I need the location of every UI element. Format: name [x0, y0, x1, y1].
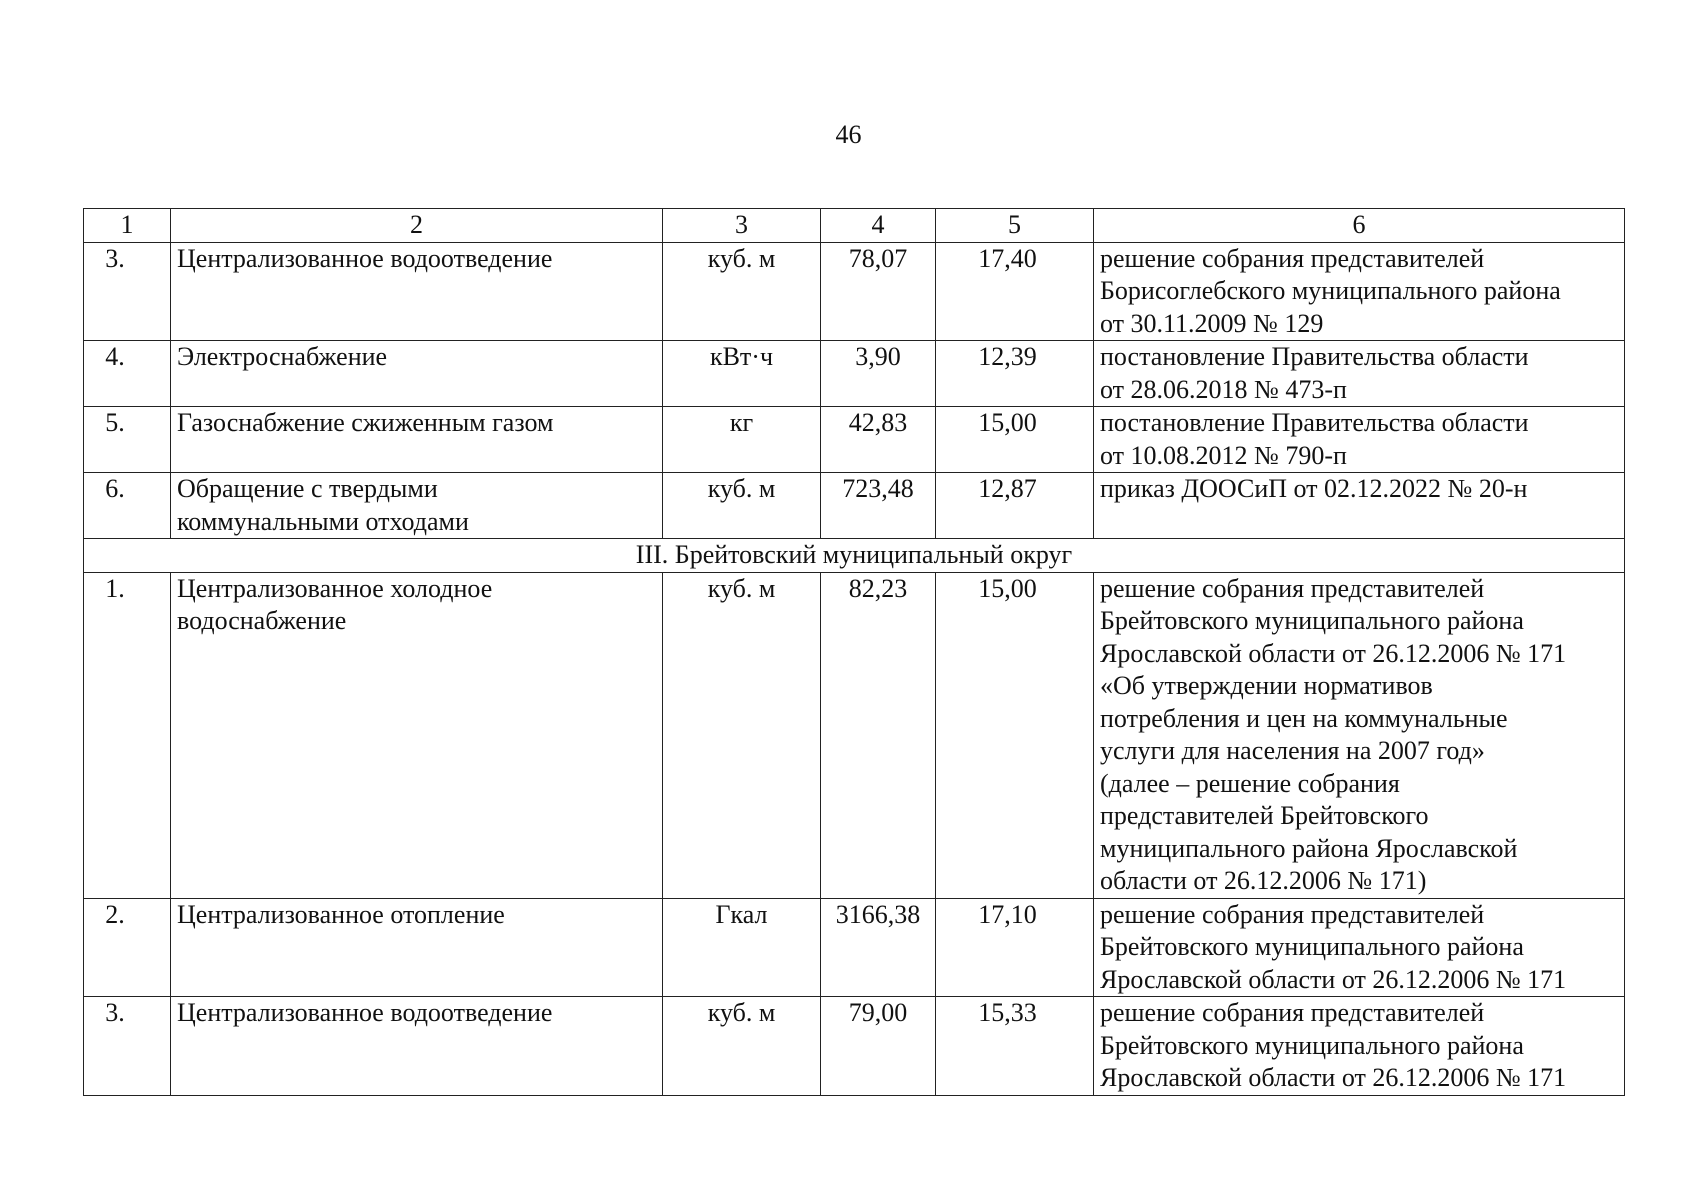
column-header: 5	[936, 209, 1094, 243]
tariff-table	[83, 208, 1625, 1096]
unit: Гкал	[663, 898, 821, 997]
section-header-row	[84, 539, 1625, 573]
value-col4: 3166,38	[821, 898, 936, 997]
column-header: 6	[1094, 209, 1625, 243]
value-col4: 42,83	[821, 407, 936, 473]
value-col5: 17,40	[936, 242, 1094, 341]
legal-basis: решение собрания представителей Брейтовского муниципального района Ярославской области от 26.12.2006 № 171	[1094, 898, 1625, 997]
section-title: III. Брейтовский муниципальный округ	[84, 539, 1625, 573]
value-col4: 78,07	[821, 242, 936, 341]
service-name: Централизованное водоотведение	[171, 242, 663, 341]
legal-basis: решение собрания представителей Брейтовского муниципального района Ярославской области от 26.12.2006 № 171 «Об утверждении нормативов потребления и цен на коммунальные услуги для населения на 2007 год» (далее – решение собрания представителей Брейтовского муниципального района Ярославской области от 26.12.2006 № 171)	[1094, 572, 1625, 898]
table-row	[84, 341, 1625, 407]
legal-basis: решение собрания представителей Брейтовского муниципального района Ярославской области от 26.12.2006 № 171	[1094, 997, 1625, 1096]
table-row	[84, 407, 1625, 473]
table-row	[84, 997, 1625, 1096]
unit: куб. м	[663, 242, 821, 341]
service-name: Газоснабжение сжиженным газом	[171, 407, 663, 473]
value-col5: 15,00	[936, 407, 1094, 473]
page-number: 46	[835, 120, 862, 149]
value-col5: 12,87	[936, 473, 1094, 539]
row-number: 3.	[84, 997, 171, 1096]
service-name: Централизованное отопление	[171, 898, 663, 997]
row-number: 5.	[84, 407, 171, 473]
value-col4: 3,90	[821, 341, 936, 407]
unit: куб. м	[663, 997, 821, 1096]
unit: кВт·ч	[663, 341, 821, 407]
row-number: 3.	[84, 242, 171, 341]
column-header-row	[84, 209, 1625, 243]
value-col5: 17,10	[936, 898, 1094, 997]
value-col5: 15,33	[936, 997, 1094, 1096]
unit: куб. м	[663, 473, 821, 539]
service-name: Централизованное холодное водоснабжение	[171, 572, 663, 898]
service-name: Централизованное водоотведение	[171, 997, 663, 1096]
legal-basis: постановление Правительства области от 28.06.2018 № 473-п	[1094, 341, 1625, 407]
table-row	[84, 242, 1625, 341]
column-header: 1	[84, 209, 171, 243]
legal-basis: постановление Правительства области от 10.08.2012 № 790-п	[1094, 407, 1625, 473]
column-header: 3	[663, 209, 821, 243]
service-name: Электроснабжение	[171, 341, 663, 407]
legal-basis: решение собрания представителей Борисоглебского муниципального района от 30.11.2009 № 129	[1094, 242, 1625, 341]
value-col5: 15,00	[936, 572, 1094, 898]
row-number: 2.	[84, 898, 171, 997]
column-header: 2	[171, 209, 663, 243]
service-name: Обращение с твердыми коммунальными отходами	[171, 473, 663, 539]
unit: куб. м	[663, 572, 821, 898]
value-col4: 723,48	[821, 473, 936, 539]
row-number: 4.	[84, 341, 171, 407]
table-row	[84, 473, 1625, 539]
unit: кг	[663, 407, 821, 473]
row-number: 6.	[84, 473, 171, 539]
value-col5: 12,39	[936, 341, 1094, 407]
value-col4: 79,00	[821, 997, 936, 1096]
row-number: 1.	[84, 572, 171, 898]
value-col4: 82,23	[821, 572, 936, 898]
table-row	[84, 572, 1625, 898]
legal-basis: приказ ДООСиП от 02.12.2022 № 20-н	[1094, 473, 1625, 539]
column-header: 4	[821, 209, 936, 243]
table-row	[84, 898, 1625, 997]
